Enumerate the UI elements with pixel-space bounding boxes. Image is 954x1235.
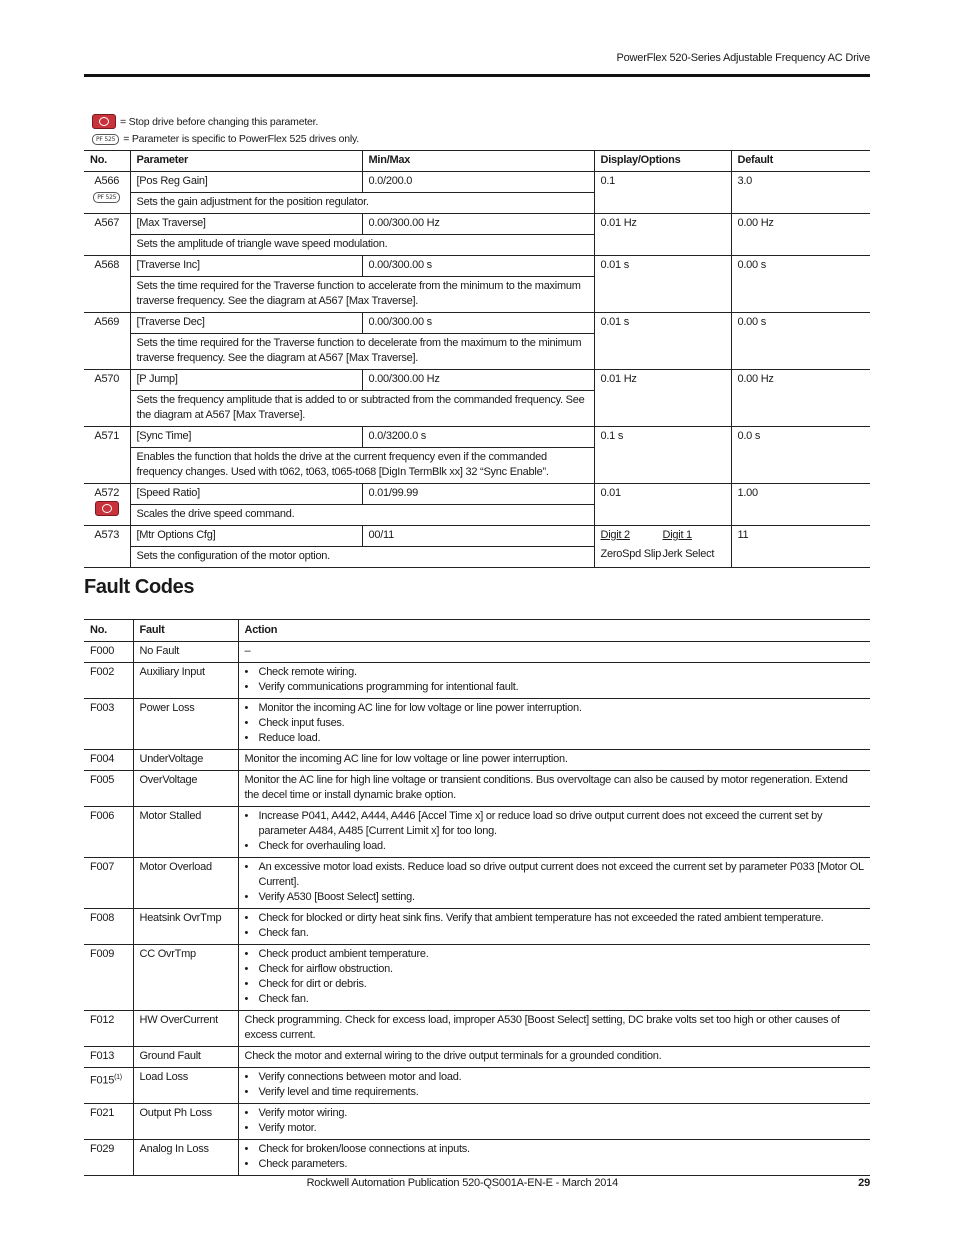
fault-action: Check programming. Check for excess load, improper A530 [Boost Select] setting, DC brake volts set too high or other causes of excess current. <box>238 1011 870 1047</box>
action-item: • Check input fuses. <box>245 716 865 731</box>
param-no: A572 <box>84 484 130 526</box>
action-item: • Monitor the incoming AC line for low voltage or line power interruption. <box>245 701 865 716</box>
action-item: • Verify connections between motor and load. <box>245 1070 865 1085</box>
fault-action <box>238 858 870 909</box>
param-minmax: 0.0/3200.0 s <box>362 427 594 448</box>
fault-name: No Fault <box>133 642 238 663</box>
param-minmax: 00/11 <box>362 526 594 547</box>
param-display-options <box>594 526 731 568</box>
action-item: • Check fan. <box>245 992 865 1007</box>
fault-no: F000 <box>84 642 133 663</box>
param-name: [Traverse Inc] <box>130 256 362 277</box>
legend-pf525-text: = Parameter is specific to PowerFlex 525 drives only. <box>123 133 360 145</box>
param-default: 3.0 <box>731 172 870 214</box>
fault-table <box>84 619 870 1176</box>
fault-action: Monitor the AC line for high line voltage or transient conditions. Bus overvoltage can also be caused by motor regeneration. Extend the decel time or install dynamic brake option. <box>238 771 870 807</box>
param-display: 0.1 <box>594 172 731 214</box>
param-minmax: 0.01/99.99 <box>362 484 594 505</box>
action-item: • Check for overhauling load. <box>245 839 865 854</box>
table-row <box>84 172 870 193</box>
fault-no: F012 <box>84 1011 133 1047</box>
fault-name: Output Ph Loss <box>133 1104 238 1140</box>
digit-1-label: Digit 1 <box>662 529 692 541</box>
param-name: [Sync Time] <box>130 427 362 448</box>
col-header-no: No. <box>84 620 133 642</box>
param-minmax: 0.00/300.00 s <box>362 313 594 334</box>
fault-table-header <box>84 620 870 642</box>
table-row <box>84 214 870 235</box>
param-default: 1.00 <box>731 484 870 526</box>
action-item: • Check fan. <box>245 926 865 941</box>
param-desc: Enables the function that holds the drive at the current frequency even if the commanded frequency changes. Used with t062, t063, t065-t068 [DigIn TermBlk xx] 32 “Sync Enable”. <box>130 448 594 484</box>
table-row <box>84 858 870 909</box>
param-default: 0.00 Hz <box>731 370 870 427</box>
pf525-badge-icon: PF 525 <box>93 192 120 203</box>
table-row <box>84 1104 870 1140</box>
param-name: [Mtr Options Cfg] <box>130 526 362 547</box>
action-item: • Verify motor. <box>245 1121 865 1136</box>
fault-no: F029 <box>84 1140 133 1176</box>
param-no: A567 <box>84 214 130 256</box>
fault-name: UnderVoltage <box>133 750 238 771</box>
table-row <box>84 484 870 505</box>
table-row <box>84 313 870 334</box>
fault-name: Motor Stalled <box>133 807 238 858</box>
action-item: • Reduce load. <box>245 731 865 746</box>
param-default: 0.00 s <box>731 313 870 370</box>
param-desc: Sets the configuration of the motor option. <box>130 547 594 568</box>
footer-publication: Rockwell Automation Publication 520-QS001A-EN-E - March 2014 <box>306 1177 618 1189</box>
digit-2-label: Digit 2 <box>600 529 630 541</box>
table-row <box>84 256 870 277</box>
fault-name: CC OvrTmp <box>133 945 238 1011</box>
param-display: 0.01 s <box>594 313 731 370</box>
action-item: • Check for blocked or dirty heat sink fins. Verify that ambient temperature has not exceeded the rated ambient temperature. <box>245 911 865 926</box>
table-row <box>84 909 870 945</box>
fault-no: F013 <box>84 1047 133 1068</box>
param-minmax: 0.00/300.00 Hz <box>362 214 594 235</box>
col-header-no: No. <box>84 151 130 172</box>
table-row <box>84 750 870 771</box>
param-desc: Sets the time required for the Traverse function to decelerate from the maximum to the minimum traverse frequency. See the diagram at A567 [Max Traverse]. <box>130 334 594 370</box>
action-item: • Verify A530 [Boost Select] setting. <box>245 890 865 905</box>
col-header-display: Display/Options <box>594 151 731 172</box>
fault-no: F009 <box>84 945 133 1011</box>
param-desc: Sets the gain adjustment for the position regulator. <box>130 193 594 214</box>
pf525-badge-icon: PF 525 <box>92 134 119 145</box>
fault-action: Monitor the incoming AC line for low voltage or line power interruption. <box>238 750 870 771</box>
fault-action <box>238 807 870 858</box>
param-default: 11 <box>731 526 870 568</box>
fault-action <box>238 1104 870 1140</box>
table-row <box>84 370 870 391</box>
fault-action: Check the motor and external wiring to the drive output terminals for a grounded condition. <box>238 1047 870 1068</box>
fault-no: F005 <box>84 771 133 807</box>
param-desc: Sets the amplitude of triangle wave speed modulation. <box>130 235 594 256</box>
param-display: 0.01 Hz <box>594 214 731 256</box>
param-display: 0.01 <box>594 484 731 526</box>
parameter-table <box>84 150 870 568</box>
fault-name: Power Loss <box>133 699 238 750</box>
param-name: [Traverse Dec] <box>130 313 362 334</box>
action-item: • Check remote wiring. <box>245 665 865 680</box>
action-item: • Check for dirt or debris. <box>245 977 865 992</box>
param-display: 0.01 Hz <box>594 370 731 427</box>
fault-no: F006 <box>84 807 133 858</box>
fault-action <box>238 699 870 750</box>
fault-no: F015$^{(1)}$ <box>84 1068 133 1104</box>
param-desc: Sets the frequency amplitude that is added to or subtracted from the commanded frequency. See the diagram at A567 [Max Traverse]. <box>130 391 594 427</box>
legend-stop-text: = Stop drive before changing this parameter. <box>120 115 319 128</box>
action-item: • Verify motor wiring. <box>245 1106 865 1121</box>
col-header-minmax: Min/Max <box>362 151 594 172</box>
fault-table-body <box>84 642 870 1176</box>
col-header-parameter: Parameter <box>130 151 362 172</box>
param-minmax: 0.00/300.00 s <box>362 256 594 277</box>
action-item: • Increase P041, A442, A444, A446 [Accel Time x] or reduce load so drive output current does not exceed the current set by parameter A484, A485 [Current Limit x] for too long. <box>245 809 865 839</box>
header-rule <box>84 74 870 77</box>
param-name: [Pos Reg Gain] <box>130 172 362 193</box>
fault-no: F021 <box>84 1104 133 1140</box>
action-item: • An excessive motor load exists. Reduce load so drive output current does not exceed the current set by parameter P033 [Motor OL Current]. <box>245 860 865 890</box>
fault-action <box>238 1068 870 1104</box>
fault-action <box>238 945 870 1011</box>
action-item: • Check for airflow obstruction. <box>245 962 865 977</box>
table-row <box>84 642 870 663</box>
section-title: Fault Codes <box>84 576 195 598</box>
fault-name: Analog In Loss <box>133 1140 238 1176</box>
param-default: 0.00 s <box>731 256 870 313</box>
param-no: A566 PF 525 <box>84 172 130 214</box>
legend-stop <box>92 114 318 129</box>
param-no: A570 <box>84 370 130 427</box>
page-number: 29 <box>858 1177 870 1189</box>
running-header: PowerFlex 520-Series Adjustable Frequency AC Drive <box>616 52 870 64</box>
table-row <box>84 1011 870 1047</box>
param-name: [Max Traverse] <box>130 214 362 235</box>
stop-drive-icon <box>95 501 119 516</box>
table-row <box>84 427 870 448</box>
fault-no: F004 <box>84 750 133 771</box>
param-name: [P Jump] <box>130 370 362 391</box>
table-row <box>84 771 870 807</box>
stop-drive-icon <box>92 114 116 129</box>
param-display: 0.01 s <box>594 256 731 313</box>
table-row <box>84 807 870 858</box>
fault-name: Motor Overload <box>133 858 238 909</box>
legend-pf525 <box>92 133 359 145</box>
param-no: A569 <box>84 313 130 370</box>
param-desc: Scales the drive speed command. <box>130 505 594 526</box>
fault-action <box>238 909 870 945</box>
footnote-ref: (1) <box>114 1074 122 1081</box>
fault-action <box>238 663 870 699</box>
col-header-fault: Fault <box>133 620 238 642</box>
fault-name: Heatsink OvrTmp <box>133 909 238 945</box>
table-row <box>84 1140 870 1176</box>
table-row <box>84 526 870 547</box>
param-name: [Speed Ratio] <box>130 484 362 505</box>
col-header-action: Action <box>238 620 870 642</box>
fault-no: F003 <box>84 699 133 750</box>
param-minmax: 0.00/300.00 Hz <box>362 370 594 391</box>
fault-no: F008 <box>84 909 133 945</box>
col-header-default: Default <box>731 151 870 172</box>
action-item: • Check parameters. <box>245 1157 865 1172</box>
param-minmax: 0.0/200.0 <box>362 172 594 193</box>
action-item: • Verify communications programming for intentional fault. <box>245 680 865 695</box>
param-no: A571 <box>84 427 130 484</box>
param-no: A573 <box>84 526 130 568</box>
table-row <box>84 945 870 1011</box>
fault-no: F002 <box>84 663 133 699</box>
action-item: • Verify level and time requirements. <box>245 1085 865 1100</box>
table-row <box>84 1068 870 1104</box>
param-default: 0.0 s <box>731 427 870 484</box>
fault-name: Load Loss <box>133 1068 238 1104</box>
table-row <box>84 1047 870 1068</box>
table-row <box>84 663 870 699</box>
fault-name: HW OverCurrent <box>133 1011 238 1047</box>
param-no: A568 <box>84 256 130 313</box>
param-display: 0.1 s <box>594 427 731 484</box>
fault-action <box>238 1140 870 1176</box>
fault-name: Ground Fault <box>133 1047 238 1068</box>
parameter-table-header <box>84 151 870 172</box>
param-desc: Sets the time required for the Traverse function to accelerate from the minimum to the maximum traverse frequency. See the diagram at A567 [Max Traverse]. <box>130 277 594 313</box>
fault-action: – <box>238 642 870 663</box>
fault-no: F007 <box>84 858 133 909</box>
table-row <box>84 699 870 750</box>
action-item: • Check for broken/loose connections at inputs. <box>245 1142 865 1157</box>
digit-2-option: ZeroSpd Slip <box>600 548 662 560</box>
digit-1-option: Jerk Select <box>662 548 715 560</box>
fault-name: Auxiliary Input <box>133 663 238 699</box>
fault-name: OverVoltage <box>133 771 238 807</box>
param-default: 0.00 Hz <box>731 214 870 256</box>
action-item: • Check product ambient temperature. <box>245 947 865 962</box>
